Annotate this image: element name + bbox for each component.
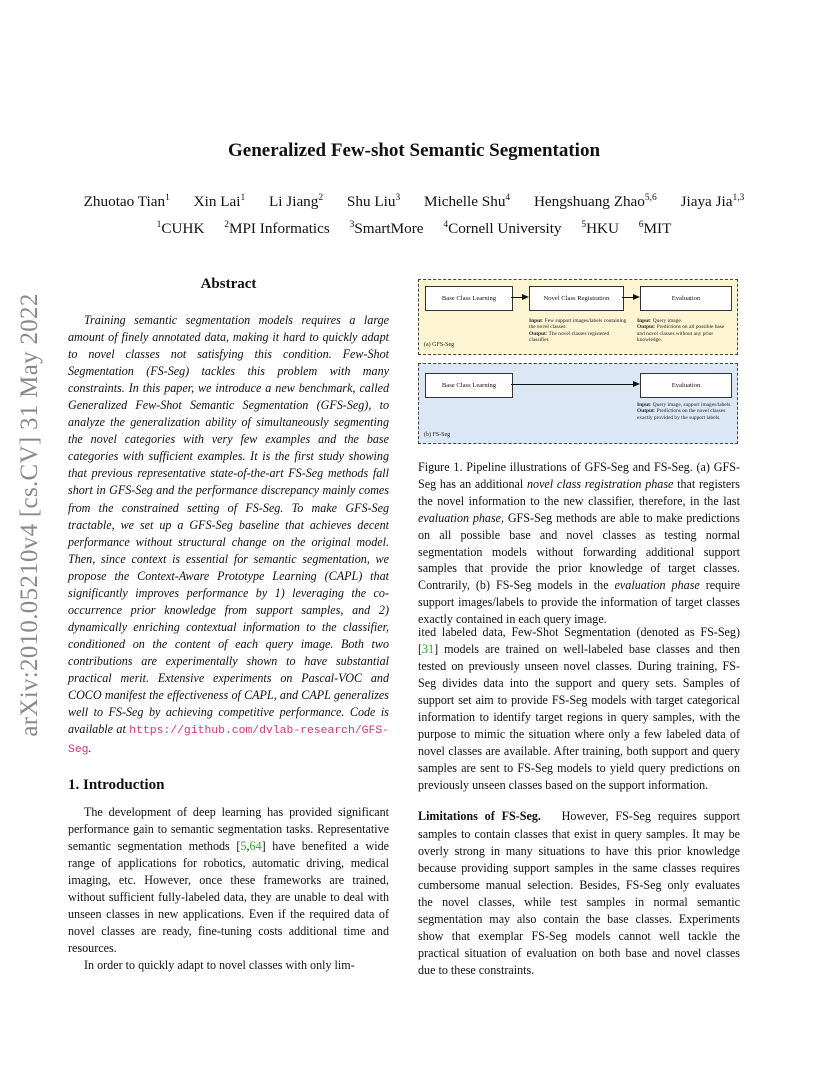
intro-body: [68, 804, 389, 974]
body-paragraph: Limitations of FS-Seg. However, FS-Seg requires support samples to contain classes that exist in query samples. It may be overly strong in many situations to have this prior knowledge because providing support samples in the same classes requires cumbersome manual selection. Besides, FS-Seg only evaluates the novel classes, while test samples in normal semantic segmentation may also contain the base classes. Experiments show that exemplar FS-Seg models cannot well tackle the practical situation of evaluation on both base and novel classes due to these constraints.: [418, 809, 740, 977]
novel-class-registration-box: Novel Class Registration: [529, 286, 624, 311]
affiliation: $^4$Cornell University: [443, 219, 562, 237]
affiliation: $^2$MPI Informatics: [224, 219, 330, 237]
fs-evaluation-note: Input: Query image, support images/labels. Output: Predictions on the novel classes exactly provided by the support labels.: [637, 402, 732, 421]
affiliation: $^5$HKU: [581, 219, 619, 237]
author: Shu Liu$^3$: [346, 192, 401, 210]
body-paragraph: ited labeled data, Few-Shot Segmentation (denoted as FS-Seg) [31] models are trained on well-labeled base classes and then tested on previously unseen novel classes. During training, FS-Seg divides data into the support and query sets. Samples of support set aim to provide FS-Seg models with target categorical information to identify target regions in query samples, with the purpose to mimic the situation where only a few labeled data of novel classes are available. After training, both support and query samples are sent to FS-Seg models to yield query predictions on previously unseen classes based on the support information.: [418, 625, 740, 793]
abstract-body: Training semantic segmentation models requires a large amount of finely annotated data, making it hard to quickly adapt to novel classes not satisfying this condition. Few-Shot Segmentation (FS-Seg) tackles this problem with many constraints. In this paper, we introduce a new benchmark, called Generalized Few-Shot Semantic Segmentation (GFS-Seg), to analyze the generalization ability of simultaneously segmenting the novel categories with very few examples and the base categories with sufficient examples. It is the first study showing that previous representative state-of-the-art FS-Seg methods fall short in GFS-Seg and the performance discrepancy mainly comes from the constrained setting of FS-Seg. To make GFS-Seg tractable, we set up a GFS-Seg baseline that achieves decent performance without structural change on the original model. Then, since context is essential for semantic segmentation, we propose the Context-Aware Prototype Learning (CAPL) that significantly improves performance by 1) leveraging the co-occurrence prior knowledge from support samples, and 2) dynamically enriching contextual information to the classifier, conditioned on the content of each query image. Both two contributions are experimentally shown to have substantial practical merit. Extensive experiments on Pascal-VOC and COCO manifest the effectiveness of CAPL, and CAPL generalizes well to FS-Seg by achieving competitive performance. Code is available at https://github.com/dvlab-research/GFS-Seg.: [68, 313, 389, 757]
base-class-learning-box: Base Class Learning: [425, 286, 513, 311]
intro-paragraph: In order to quickly adapt to novel classes with only lim-: [84, 958, 355, 973]
arrow-head-icon: [633, 381, 640, 387]
affiliation: $^1$CUHK: [156, 219, 205, 237]
right-body: [418, 624, 740, 979]
arrow-icon: [622, 297, 633, 298]
evaluation-note: Input: Query image. Output: Predictions on all possible base and novel classes without any prior knowledge.: [637, 318, 725, 343]
author: Li Jiang$^2$: [269, 192, 324, 210]
paragraph-heading: Limitations of FS-Seg.: [418, 809, 541, 824]
arxiv-stamp-text: arXiv:2010.05210v4 [cs.CV] 31 May 2022: [16, 293, 43, 737]
author: Jiaya Jia$^{1,3}$: [680, 192, 745, 210]
figure-caption: Figure 1. Pipeline illustrations of GFS-Seg and FS-Seg. (a) GFS-Seg has an additional novel class registration phase that registers the novel information to the new classifier, therefore, in the last evaluation phase, GFS-Seg methods are able to make predictions on all possible base and novel classes as testing normal segmentation models without forwarding additional support samples that provide the prior knowledge of target classes. Contrarily, (b) FS-Seg models in the evaluation phase require support images/labels to provide the information of target classes exactly contained in each query image.: [418, 460, 740, 627]
evaluation-box: Evaluation: [640, 286, 732, 311]
panel-b-label: (b) FS-Seg: [424, 432, 451, 438]
abstract-text: Training semantic segmentation models requires a large amount of finely annotated data, making it hard to quickly adapt to novel classes not satisfying this condition. Few-Shot Segmentation (FS-Seg) tackles this problem with many constraints. In this paper, we introduce a new benchmark, called Generalized Few-Shot Semantic Segmentation (GFS-Seg), to analyze the generalization ability of simultaneously segmenting the novel categories with very few examples and the base categories with sufficient examples. It is the first study showing that previous representative state-of-the-art FS-Seg methods fall short in GFS-Seg and the performance discrepancy mainly comes from the constrained setting of FS-Seg. To make GFS-Seg tractable, we set up a GFS-Seg baseline that achieves decent performance without structural change on the original model. Then, since context is essential for semantic segmentation, we propose the Context-Aware Prototype Learning (CAPL) that significantly improves performance by 1) leveraging the co-occurrence prior knowledge from support samples, and 2) dynamically enriching contextual information to the classifier, conditioned on the content of each query image. Both two contributions are experimentally shown to have substantial practical merit. Extensive experiments on Pascal-VOC and COCO manifest the effectiveness of CAPL, and CAPL generalizes well to FS-Seg by achieving competitive performance. Code is available at: [68, 313, 389, 737]
author: Xin Lai$^1$: [193, 192, 246, 210]
affiliation: $^3$SmartMore: [349, 219, 424, 237]
citation-link[interactable]: 5: [240, 839, 247, 854]
evaluation-box: Evaluation: [640, 373, 732, 398]
intro-paragraph: The development of deep learning has provided significant performance gain to semantic segmentation tasks. Representative semantic segmentation methods [5,64] have benefited a wide range of applications for robotics, automatic driving, medical imaging, etc. However, once these frameworks are trained, without sufficient fully-labeled data, they are unable to deal with unseen classes in new applications. Even if the required data of novel classes are ready, fine-tuning costs additional time and resources.: [68, 805, 389, 956]
arrow-icon: [511, 297, 522, 298]
affiliation-list: [0, 220, 828, 238]
paper-title: Generalized Few-shot Semantic Segmentation: [227, 140, 601, 161]
citation-link[interactable]: 64: [249, 839, 262, 854]
base-class-learning-box: Base Class Learning: [425, 373, 513, 398]
panel-a-label: (a) GFS-Seg: [424, 342, 455, 348]
code-link[interactable]: https://github.com/dvlab-research/GFS-Seg: [68, 725, 389, 757]
author: Hengshuang Zhao$^{5,6}$: [533, 192, 657, 210]
arxiv-stamp: [0, 270, 60, 760]
affiliation: $^6$MIT: [638, 219, 672, 237]
author: Michelle Shu$^4$: [424, 192, 511, 210]
abstract-heading: Abstract: [200, 276, 257, 292]
author: Zhuotao Tian$^1$: [83, 192, 170, 210]
citation-link[interactable]: 31: [422, 642, 435, 657]
arrow-head-icon: [522, 294, 529, 300]
author-list: [0, 193, 828, 211]
intro-heading: 1. Introduction: [68, 777, 165, 793]
arrow-head-icon: [633, 294, 640, 300]
arrow-icon: [511, 384, 633, 385]
registration-note: Input: Few support images/labels containing the novel classes. Output: The novel classes registered classifier.: [529, 318, 627, 343]
